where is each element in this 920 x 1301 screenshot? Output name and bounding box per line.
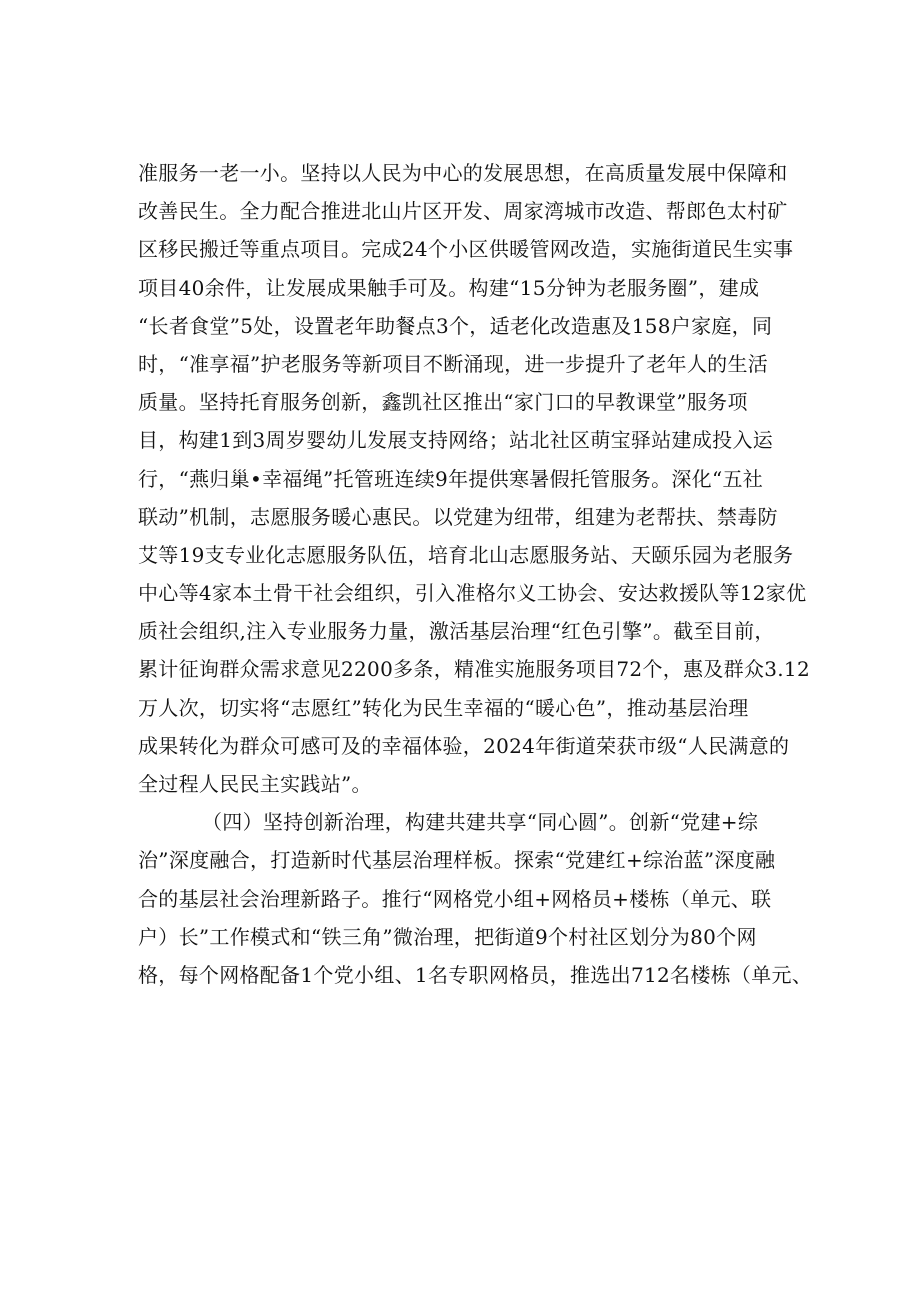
text-line-17: 全过程人民民主实践站”。	[138, 772, 372, 796]
text-line-8: 目，构建1到3周岁婴幼儿发展支持网络；站北社区萌宝驿站建成投入运	[138, 428, 774, 453]
text-line-5: “长者食堂”5处，设置老年助餐点3个，适老化改造惠及158户家庭，同	[138, 313, 773, 338]
text-line-4: 项目40余件，让发展成果触手可及。构建“15分钟为老服务圈”，建成	[138, 275, 760, 300]
text-line-13: 质社会组织,注入专业服务力量，激活基层治理“红色引擎”。截至目前，	[138, 619, 775, 644]
text-line-6: 时，“准享福”护老服务等新项目不断涌现，进一步提升了老年人的生活	[138, 351, 769, 376]
text-line-16: 成果转化为群众可感可及的幸福体验，2024年街道荣获市级“人民满意的	[138, 733, 790, 758]
text-line-15: 万人次，切实将“志愿红”转化为民生幸福的“暖心色”，推动基层治理	[138, 695, 749, 720]
text-line-22: 格，每个网格配备1个党小组、1名专职网格员，推选出712名楼栋（单元、	[138, 962, 813, 987]
text-line-7: 质量。坚持托育服务创新，鑫凯社区推出“家门口的早教课堂”服务项	[138, 390, 748, 415]
text-line-1: 准服务一老一小。坚持以人民为中心的发展思想，在高质量发展中保障和	[138, 161, 788, 185]
text-line-2: 改善民生。全力配合推进北山片区开发、周家湾城市改造、帮郎色太村矿	[138, 199, 788, 224]
text-line-12: 中心等4家本土骨干社会组织，引入准格尔义工协会、安达救援队等12家优	[138, 581, 807, 606]
body-text	[138, 154, 813, 994]
text-line-3: 区移民搬迁等重点项目。完成24个小区供暖管网改造，实施街道民生实事	[138, 237, 794, 262]
text-line-20: 合的基层社会治理新路子。推行“网格党小组+网格员+楼栋（单元、联	[138, 886, 772, 911]
text-line-21: 户）长”工作模式和“铁三角”微治理，把街道9个村社区划分为80个网	[138, 924, 757, 949]
text-line-9: 行，“燕归巢•幸福绳”托管班连续9年提供寒暑假托管服务。深化“五社	[138, 466, 764, 491]
section-heading-line: （四）坚持创新治理，构建共建共享“同心圆”。创新“党建+综	[202, 810, 759, 835]
text-line-11: 艾等19支专业化志愿服务队伍，培育北山志愿服务站、天颐乐园为老服务	[138, 542, 794, 567]
text-line-10: 联动”机制，志愿服务暖心惠民。以党建为纽带，组建为老帮扶、禁毒防	[138, 504, 778, 529]
text-line-14: 累计征询群众需求意见2200多条，精准实施服务项目72个，惠及群众3.12	[138, 657, 810, 682]
text-line-19: 治”深度融合，打造新时代基层治理样板。探索“党建红+综治蓝”深度融	[138, 848, 776, 873]
